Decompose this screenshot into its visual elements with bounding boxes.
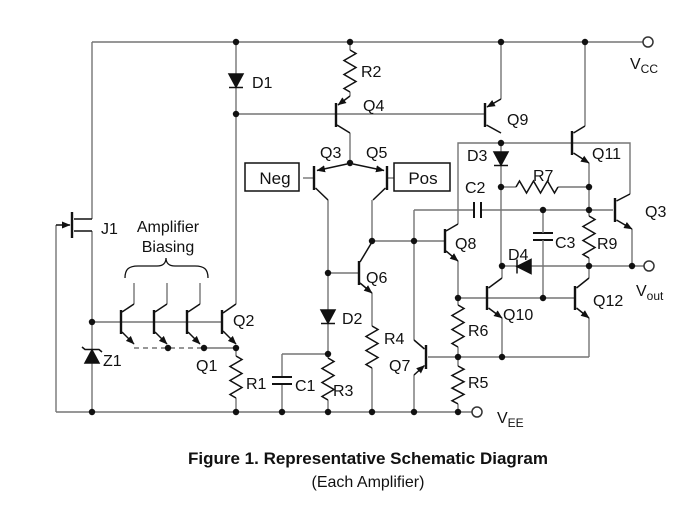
transistor-q1	[187, 304, 200, 344]
vee-terminal	[472, 407, 482, 417]
label-r7: R7	[533, 168, 554, 185]
diode-d2	[321, 310, 335, 324]
transistor-q3-left	[314, 164, 347, 200]
caption-title: Figure 1. Representative Schematic Diagram	[188, 449, 548, 468]
label-q5: Q5	[366, 145, 388, 162]
transistor-bias-b	[154, 304, 167, 344]
transistor-q5	[353, 164, 387, 200]
transistor-bias-a	[121, 304, 134, 344]
label-r2: R2	[361, 64, 382, 81]
label-d2: D2	[342, 311, 363, 328]
label-q4: Q4	[363, 98, 385, 115]
resistor-r1	[230, 356, 242, 398]
label-bias-line2: Biasing	[141, 239, 195, 256]
label-q6: Q6	[366, 270, 388, 287]
label-j1: J1	[101, 221, 118, 238]
resistor-r6	[452, 305, 464, 347]
capacitor-c3	[533, 233, 553, 240]
labels	[101, 56, 666, 430]
label-q8: Q8	[455, 236, 477, 253]
diode-d3	[494, 152, 508, 166]
label-r6: R6	[468, 323, 489, 340]
capacitor-c1	[272, 377, 292, 384]
label-pos: Pos	[408, 169, 438, 188]
resistor-r4	[366, 326, 378, 368]
label-q2: Q2	[233, 313, 255, 330]
bias-brace	[125, 258, 208, 278]
terminals	[472, 37, 654, 417]
label-q3-left: Q3	[320, 145, 342, 162]
label-neg: Neg	[259, 169, 291, 188]
transistor-q7	[414, 340, 426, 375]
transistor-q9	[485, 99, 501, 133]
label-d1: D1	[252, 75, 273, 92]
label-q12: Q12	[593, 293, 624, 310]
vout-label: $V_{out}$	[636, 283, 664, 303]
label-z1: Z1	[103, 353, 122, 370]
label-q3-right: Q3	[645, 204, 667, 221]
transistor-q11	[572, 126, 589, 163]
label-r5: R5	[468, 375, 489, 392]
label-r1: R1	[246, 376, 267, 393]
caption	[188, 449, 548, 491]
vee-label: $V_{EE}$	[497, 410, 524, 430]
diode-d1	[229, 74, 243, 88]
label-r4: R4	[384, 331, 405, 348]
transistor-q3-right	[615, 194, 632, 229]
label-q9: Q9	[507, 112, 529, 129]
resistor-r5	[452, 366, 464, 404]
label-d3: D3	[467, 148, 488, 165]
vout-terminal	[644, 261, 654, 271]
label-bias-line1: Amplifier	[136, 219, 200, 236]
label-q11: Q11	[592, 146, 622, 163]
resistor-r2	[344, 50, 356, 92]
label-r3: R3	[333, 383, 354, 400]
capacitor-c2	[474, 202, 481, 218]
jfet-j1	[56, 212, 92, 238]
label-c3: C3	[555, 235, 576, 252]
resistor-r9	[583, 216, 595, 258]
label-d4: D4	[508, 247, 529, 264]
label-q1: Q1	[196, 358, 218, 375]
label-q10: Q10	[503, 307, 534, 324]
label-q7: Q7	[389, 358, 411, 375]
vcc-label: $V_{CC}$	[630, 56, 659, 76]
caption-subtitle: (Each Amplifier)	[311, 474, 425, 491]
zener-z1	[82, 347, 102, 363]
label-c2: C2	[465, 180, 486, 197]
vcc-terminal	[643, 37, 653, 47]
label-r9: R9	[597, 236, 618, 253]
label-c1: C1	[295, 378, 316, 395]
transistor-q12	[575, 278, 589, 318]
